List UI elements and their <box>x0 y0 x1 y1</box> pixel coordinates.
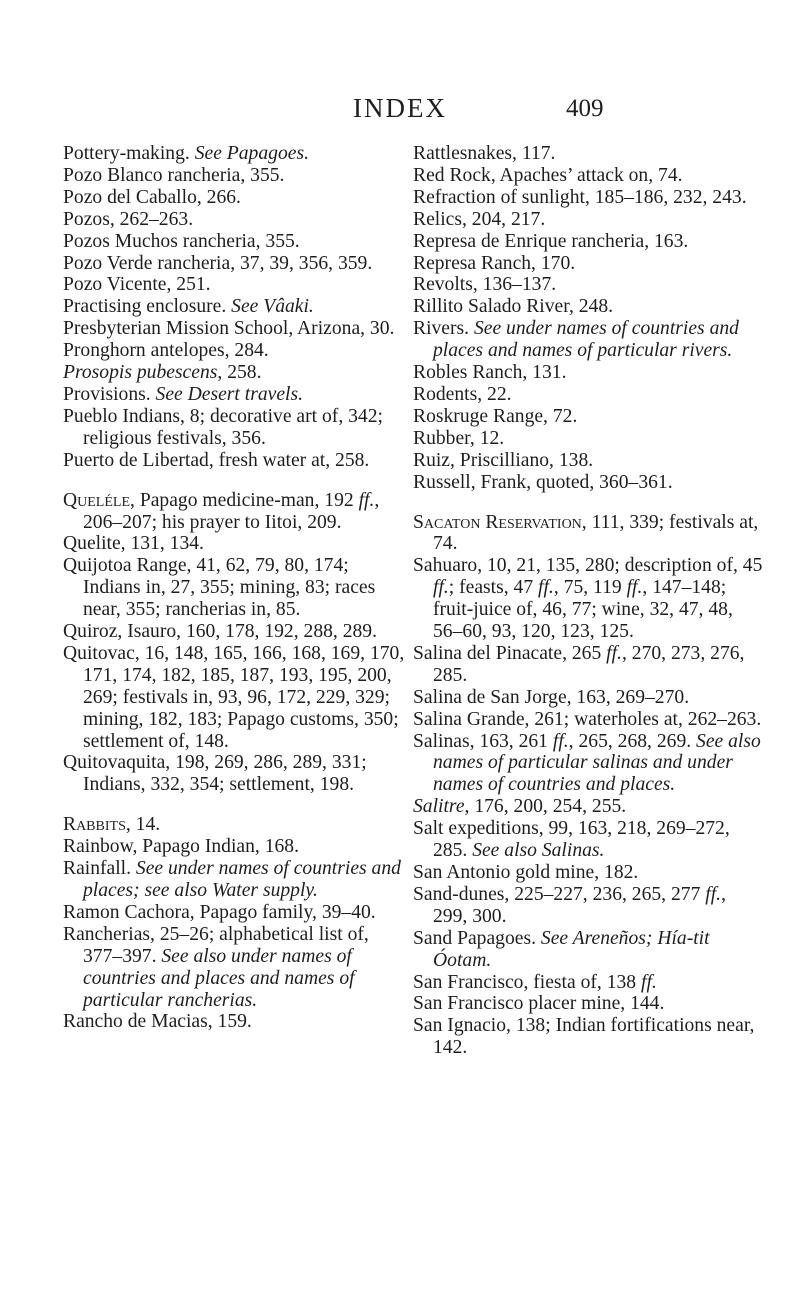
index-entry: Salina de San Jorge, 163, 269–270. <box>413 686 690 708</box>
index-entry: Sahuaro, 10, 21, 135, 280; description of, 45 ff.; feasts, 47 ff., 75, 119 ff., 147–148; fruit-juice of, 46, 77; wine, 32, 47, 48, 56–60, 93, 120, 123, 125. <box>413 555 763 643</box>
index-entry: Pozo del Caballo, 266. <box>63 186 241 208</box>
page-title: INDEX <box>353 93 447 123</box>
index-entry: Pronghorn antelopes, 284. <box>63 340 269 362</box>
index-entry: Russell, Frank, quoted, 360–361. <box>413 471 673 493</box>
index-entry: Pozo Verde rancheria, 37, 39, 356, 359. <box>63 252 373 274</box>
index-entry: Robles Ranch, 131. <box>413 362 567 384</box>
index-entry: Salt expeditions, 99, 163, 218, 269–272, 285. See also Salinas. <box>413 818 730 862</box>
index-entry: Quitovac, 16, 148, 165, 166, 168, 169, 170, 171, 174, 182, 185, 187, 193, 195, 200, 269; festivals in, 93, 96, 172, 229, 329; mining, 182, 183; Papago customs, 350; settlement of, 148. <box>63 642 405 752</box>
index-entry: Pozos, 262–263. <box>63 208 194 230</box>
index-entry: Revolts, 136–137. <box>413 274 557 296</box>
page-number: 409 <box>566 95 604 122</box>
index-entry: Salina Grande, 261; waterholes at, 262–263. <box>413 708 762 730</box>
index-entry: Rodents, 22. <box>413 383 512 405</box>
index-entry: San Antonio gold mine, 182. <box>413 862 639 883</box>
right-column <box>413 143 763 1059</box>
index-entry: Salitre, 176, 200, 254, 255. <box>413 796 627 818</box>
index-entry: Roskruge Range, 72. <box>413 405 578 427</box>
index-entry: Rainfall. See under names of countries and places; see also Water supply. <box>63 858 401 901</box>
index-entry: Provisions. See Desert travels. <box>63 383 303 405</box>
index-entry: Represa Ranch, 170. <box>413 252 576 274</box>
index-entry: Pottery-making. See Papagoes. <box>63 143 309 164</box>
index-entry: Quiroz, Isauro, 160, 178, 192, 288, 289. <box>63 621 378 643</box>
index-entry: Rivers. See under names of countries and places and names of particular rivers. <box>413 318 739 362</box>
index-entry: Pozo Blanco rancheria, 355. <box>63 164 285 186</box>
index-entry: Sand-dunes, 225–227, 236, 265, 277 ff., 299, 300. <box>413 883 726 927</box>
index-entry: Pueblo Indians, 8; decorative art of, 342; religious festivals, 356. <box>63 405 383 449</box>
index-entry: Quitovaquita, 198, 269, 286, 289, 331; Indians, 332, 354; settlement, 198. <box>63 752 367 796</box>
index-entry: Quelite, 131, 134. <box>63 533 204 555</box>
index-entry: Rubber, 12. <box>413 427 505 449</box>
index-entry: Rancho de Macias, 159. <box>63 1011 252 1033</box>
index-entry: Relics, 204, 217. <box>413 208 546 230</box>
index-entry: Ruiz, Priscilliano, 138. <box>413 449 594 471</box>
index-entry: Pozo Vicente, 251. <box>63 274 211 296</box>
index-entry: San Ignacio, 138; Indian fortifications near, 142. <box>413 1015 755 1059</box>
index-entry: Salinas, 163, 261 ff., 265, 268, 269. See also names of particular salinas and under names of countries and places. <box>413 730 761 796</box>
index-entry: Rainbow, Papago Indian, 168. <box>63 836 299 858</box>
index-entry: Rattlesnakes, 117. <box>413 143 556 164</box>
index-entry: San Francisco, fiesta of, 138 ff. <box>413 971 657 993</box>
index-entry: Refraction of sunlight, 185–186, 232, 243. <box>413 186 747 208</box>
index-entry: San Francisco placer mine, 144. <box>413 993 665 1015</box>
index-entry: Salina del Pinacate, 265 ff., 270, 273, 276, 285. <box>413 642 745 686</box>
index-entry: Puerto de Libertad, fresh water at, 258. <box>63 449 370 471</box>
index-entry: Rillito Salado River, 248. <box>413 296 614 318</box>
index-entry: Rabbits, 14. <box>63 814 161 836</box>
index-entry: Practising enclosure. See Vâaki. <box>63 296 314 318</box>
index-entry: Queléle, Papago medicine-man, 192 ff., 206–207; his prayer to Iitoi, 209. <box>63 489 380 533</box>
index-entry: Prosopis pubescens, 258. <box>63 362 262 384</box>
index-entry: Ramon Cachora, Papago family, 39–40. <box>63 901 376 923</box>
index-entry: Red Rock, Apaches’ attack on, 74. <box>413 164 683 186</box>
index-entry: Sand Papagoes. See Areneños; Hía-tit Óotam. <box>413 927 710 971</box>
index-entry: Quijotoa Range, 41, 62, 79, 80, 174; Indians in, 27, 355; mining, 83; races near, 355; rancherias in, 85. <box>63 555 376 621</box>
left-column <box>63 143 408 1033</box>
index-entry: Presbyterian Mission School, Arizona, 30. <box>63 318 395 340</box>
index-entry: Sacaton Reservation, 111, 339; festivals at, 74. <box>413 511 759 555</box>
index-entry: Pozos Muchos rancheria, 355. <box>63 230 300 252</box>
index-entry: Rancherias, 25–26; alphabetical list of, 377–397. See also under names of countries and places and names of particular rancherias. <box>63 923 369 1011</box>
index-entry: Represa de Enrique rancheria, 163. <box>413 230 689 252</box>
